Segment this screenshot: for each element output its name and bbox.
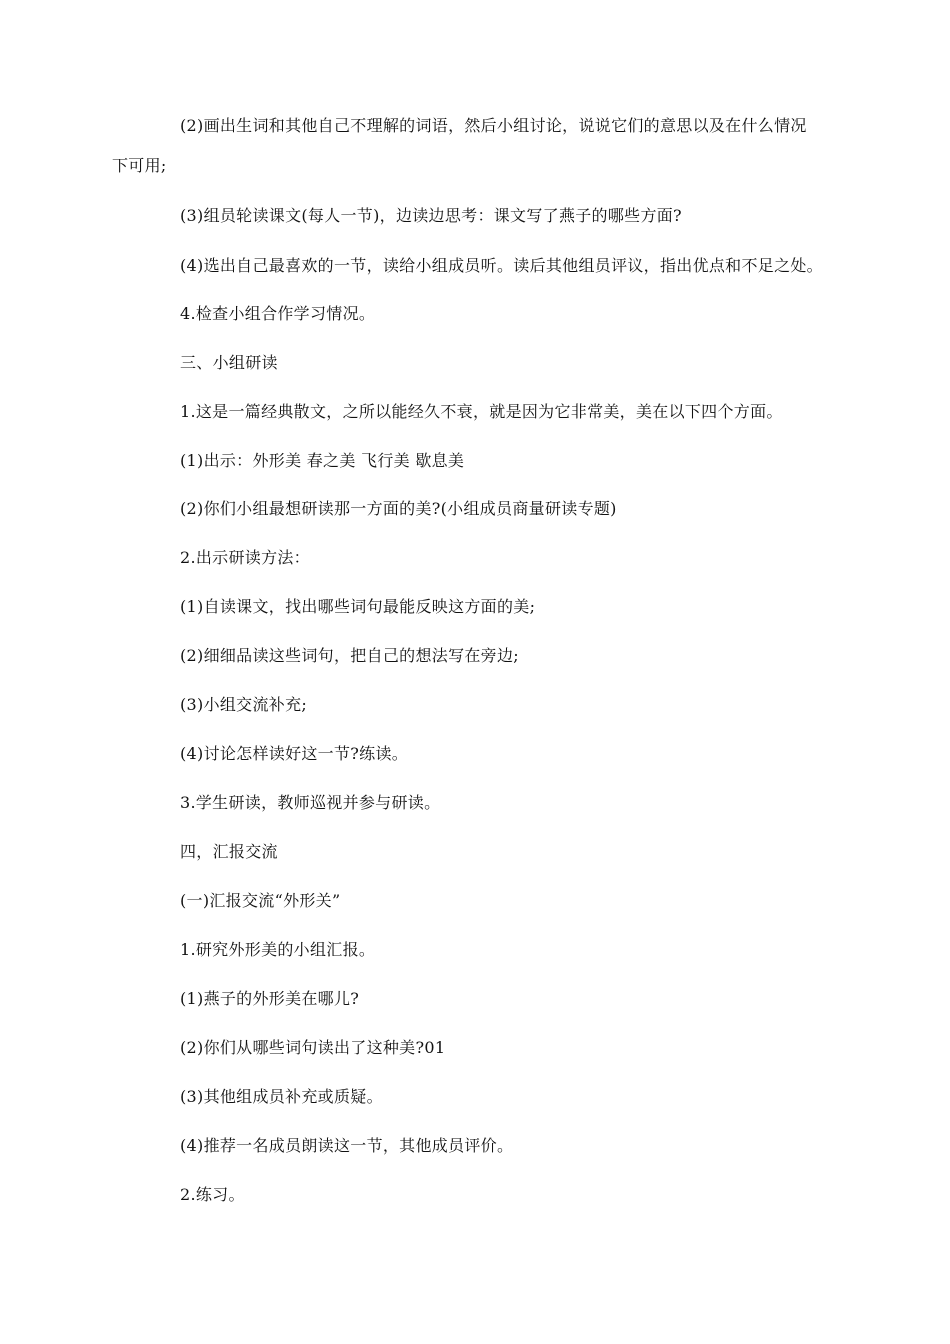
paragraph-line: (2)画出生词和其他自己不理解的词语，然后小组讨论，说说它们的意思以及在什么情况 [180, 116, 807, 135]
paragraph-line: (4)选出自己最喜欢的一节，读给小组成员听。读后其他组员评议，指出优点和不足之处。 [180, 256, 823, 275]
paragraph-line: 下可用; [112, 156, 167, 175]
paragraph-line: (3)组员轮读课文(每人一节)，边读边思考：课文写了燕子的哪些方面? [180, 206, 682, 225]
paragraph-line: (3)小组交流补充; [180, 695, 308, 714]
paragraph-line: (2)你们从哪些词句读出了这种美?01 [180, 1038, 446, 1057]
paragraph-line: (2)你们小组最想研读那一方面的美?(小组成员商量研读专题) [180, 499, 617, 518]
paragraph-line: 4.检查小组合作学习情况。 [180, 304, 376, 323]
paragraph-line: (1)燕子的外形美在哪儿? [180, 989, 360, 1008]
section-heading: 三、小组研读 [180, 353, 278, 372]
section-heading: 四，汇报交流 [180, 842, 278, 861]
paragraph-line: 1.这是一篇经典散文，之所以能经久不衰，就是因为它非常美，美在以下四个方面。 [180, 402, 783, 421]
paragraph-line: (3)其他组成员补充或质疑。 [180, 1087, 383, 1106]
paragraph-line: 2.练习。 [180, 1185, 245, 1204]
paragraph-line: (1)自读课文，找出哪些词句最能反映这方面的美; [180, 597, 536, 616]
paragraph-line: 3.学生研读，教师巡视并参与研读。 [180, 793, 441, 812]
paragraph-line: (4)推荐一名成员朗读这一节，其他成员评价。 [180, 1136, 514, 1155]
subsection-heading: (一)汇报交流“外形关” [180, 891, 341, 910]
paragraph-line: (1)出示：外形美 春之美 飞行美 歇息美 [180, 451, 465, 470]
paragraph-line: 2.出示研读方法： [180, 548, 310, 567]
paragraph-line: 1.研究外形美的小组汇报。 [180, 940, 376, 959]
paragraph-line: (4)讨论怎样读好这一节?练读。 [180, 744, 409, 763]
paragraph-line: (2)细细品读这些词句，把自己的想法写在旁边; [180, 646, 519, 665]
